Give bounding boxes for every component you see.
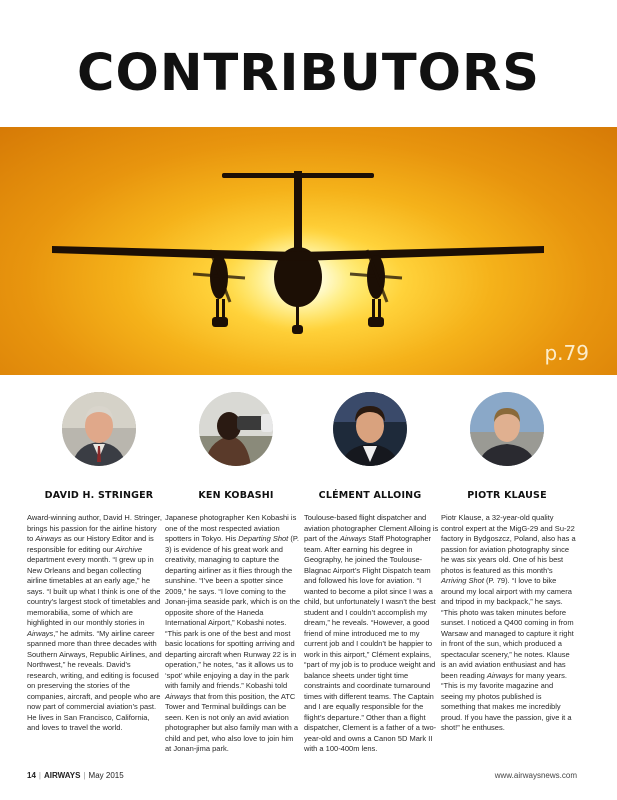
avatar-ken-kobashi — [199, 392, 273, 466]
website-url: www.airwaysnews.com — [494, 771, 577, 780]
contributor-name-clement-alloing: CLÉMENT ALLOING — [318, 490, 422, 501]
bio-david-stringer: Award-winning author, David H. Stringer, brings his passion for the airline history to Airways as our History Editor and is responsible for editing our Airchive department every month. “I grew up in New Orleans and began collecting airline timetables at an early age,” he says. “I built up what I think is one of the country’s largest stock of timetables and memorabilia, some of which are highlighted in our monthly stories in Airways,” he admits. “My airline career spanned more than three decades with Southern Airways, Republic Airlines, and Northwest,” he reveals. David’s research, writing, and editing is focused on preserving the stories of the companies, aircraft, and people who are now part of commercial aviation’s past. He lives in San Francisco, California, and loves to travel the world. — [27, 513, 162, 732]
page-number: 14 — [27, 771, 36, 780]
contributor-name-piotr-klause: PIOTR KLAUSE — [467, 490, 547, 501]
aircraft-silhouette — [0, 127, 617, 375]
bio-piotr-klause: Piotr Klause, a 32-year-old quality control expert at the MigG-29 and Su-22 factory in Bydgoszcz, Poland, also has a passion for aviation photography since he was six years old. One of his best photos is featured as this month’s Arriving Shot (P. 79). “I love to bike around my local airport with my camera and tripod in my backpack,” he says. “This photo was taken minutes before sunset. I noticed a Q400 coming in from Warsaw and managed to capture it right in front of the sun, which produced a spectacular scenery,” he notes. Klause is an avid aviation enthusiast and has been reading Airways for many years. “This is my favorite magazine and seeing my photos published is something that makes me incredibly proud. If you have the passion, give it a shot!” he enthuses. — [441, 513, 576, 732]
bio-ken-kobashi: Japanese photographer Ken Kobashi is one of the most respected aviation spotters in Tokyo. His Departing Shot (P. 3) is evidence of his great work and creativity, managing to capture the departing airliner as it flies through the sunshine. “I’ve been a spotter since 2009,” he says. “I love coming to the Jonan-jima seaside park, which is on the opposite shore of the Haneda International Airport,” Kobashi notes. “This park is one of the best and most basic locations for spotting arriving and departing aircraft when Runway 22 is in operation,” he notes, “as it allows us to ‘spot’ while enjoying a day in the park with family and friends.” Kobashi told Airways that from this position, the ATC Tower and Terminal buildings can be seen. Ken is not only an avid aviation photographer but also family man with a child and pet, who also love to join him at Jonan-jima park. — [165, 513, 301, 753]
contributor-name-ken-kobashi: KEN KOBASHI — [198, 490, 274, 501]
avatar-david-stringer — [62, 392, 136, 466]
bio-clement-alloing: Toulouse-based flight dispatcher and aviation photographer Clement Alloing is part of the Airways Staff Photographer team. After earning his degree in Geography, he joined the Toulouse-Blagnac Airport’s Flight Dispatch team and followed his love for aviation. “I wanted to become a pilot since I was a child, but unfortunately I wasn’t the best student and I couldn’t accomplish my dream,” he reveals. “However, a good friend of mine introduced me to my current job and I couldn’t be happier to work in this airport,” Clément explains, “part of my job is to produce weight and balance sheets under tight time constraints and coordinate turnaround times with different teams. The Captain and I are equally responsible for the flight’s departure.” Other than a flight dispatcher, Clement is a father of a two-year-old and owns a Canon 5D Mark II with a 100-400m lens. — [304, 513, 439, 753]
magazine-name: AIRWAYS — [43, 771, 81, 780]
page-title: CONTRIBUTORS — [77, 44, 540, 103]
hero-aircraft-photo — [0, 127, 617, 375]
footer-folio: 14 | AIRWAYS | May 2015 — [27, 771, 124, 780]
avatar-piotr-klause — [470, 392, 544, 466]
issue-date: May 2015 — [88, 771, 124, 780]
avatar-clement-alloing — [333, 392, 407, 466]
contributor-name-david-stringer: DAVID H. STRINGER — [44, 490, 154, 501]
photo-page-reference: p.79 — [544, 341, 589, 365]
